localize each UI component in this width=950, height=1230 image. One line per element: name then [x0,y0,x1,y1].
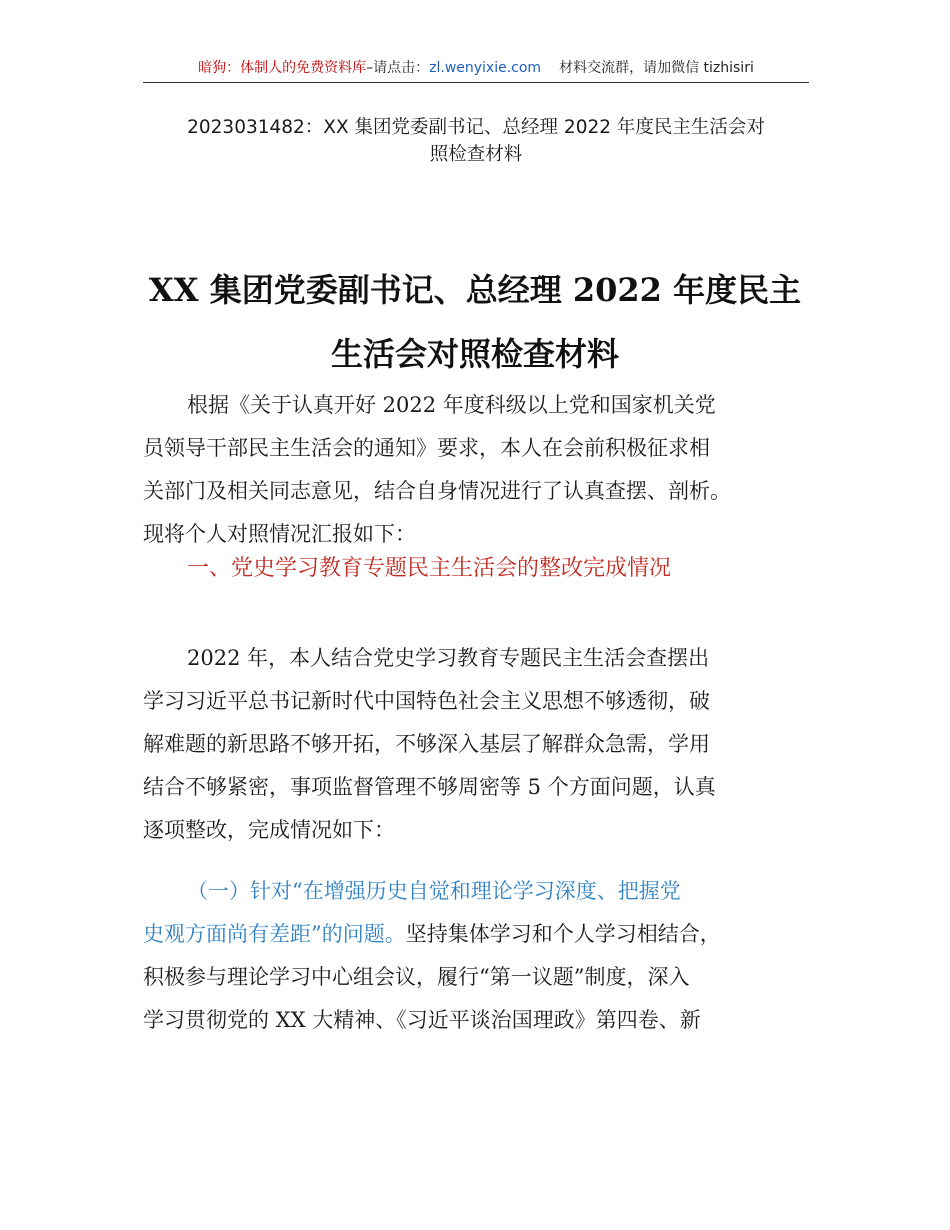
file-title-line: 照检查材料 [429,144,523,165]
header-brand: 暗狗：体制人的免费资料库 [198,60,367,76]
document-title-line: 生活会对照检查材料 [330,335,619,373]
header-contact: 材料交流群，请加微信 tizhisiri [559,60,754,76]
paragraph-line: 学习贯彻党的 XX 大精神、《习近平谈治国理政》第四卷、新 [143,1008,701,1032]
section-paragraph [143,637,823,852]
item-heading-line: （一）针对“在增强历史自觉和理论学习深度、把握党 [187,879,681,903]
item-text: 坚持集体学习和个人学习相结合， [405,922,721,946]
paragraph-line: 员领导干部民主生活会的通知》要求，本人在会前积极征求相 [143,436,710,460]
header-click-label: –请点击： [366,60,430,76]
file-title [143,114,809,168]
paragraph-line: 学习习近平总书记新时代中国特色社会主义思想不够透彻，破 [143,689,710,713]
paragraph-line [143,913,823,956]
file-title-line: 2023031482：XX 集团党委副书记、总经理 2022 年度民主生活会对 [187,117,765,138]
intro-paragraph [143,384,823,556]
header-bar [143,56,809,83]
paragraph-line: 2022 年，本人结合党史学习教育专题民主生活会查摆出 [187,646,710,670]
paragraph-line: 现将个人对照情况汇报如下： [143,522,416,546]
paragraph-line: 解难题的新思路不够开拓，不够深入基层了解群众急需，学用 [143,732,710,756]
item-heading-tail: 史观方面尚有差距”的问题。 [143,922,406,946]
paragraph-line: 逐项整改，完成情况如下： [143,818,395,842]
document-title-line: XX 集团党委副书记、总经理 2022 年度民主 [148,271,802,309]
paragraph-line: 结合不够紧密，事项监督管理不够周密等 5 个方面问题，认真 [143,775,716,799]
item-paragraph [143,870,823,1042]
paragraph-line: 根据《关于认真开好 2022 年度科级以上党和国家机关党 [187,393,716,417]
header-url-link[interactable]: zl.wenyixie.com [429,60,542,76]
paragraph-line: 积极参与理论学习中心组会议，履行“第一议题”制度，深入 [143,965,690,989]
document-title [100,258,850,386]
section-heading: 一、党史学习教育专题民主生活会的整改完成情况 [187,556,672,581]
paragraph-line: 关部门及相关同志意见，结合自身情况进行了认真查摆、剖析。 [143,479,731,503]
